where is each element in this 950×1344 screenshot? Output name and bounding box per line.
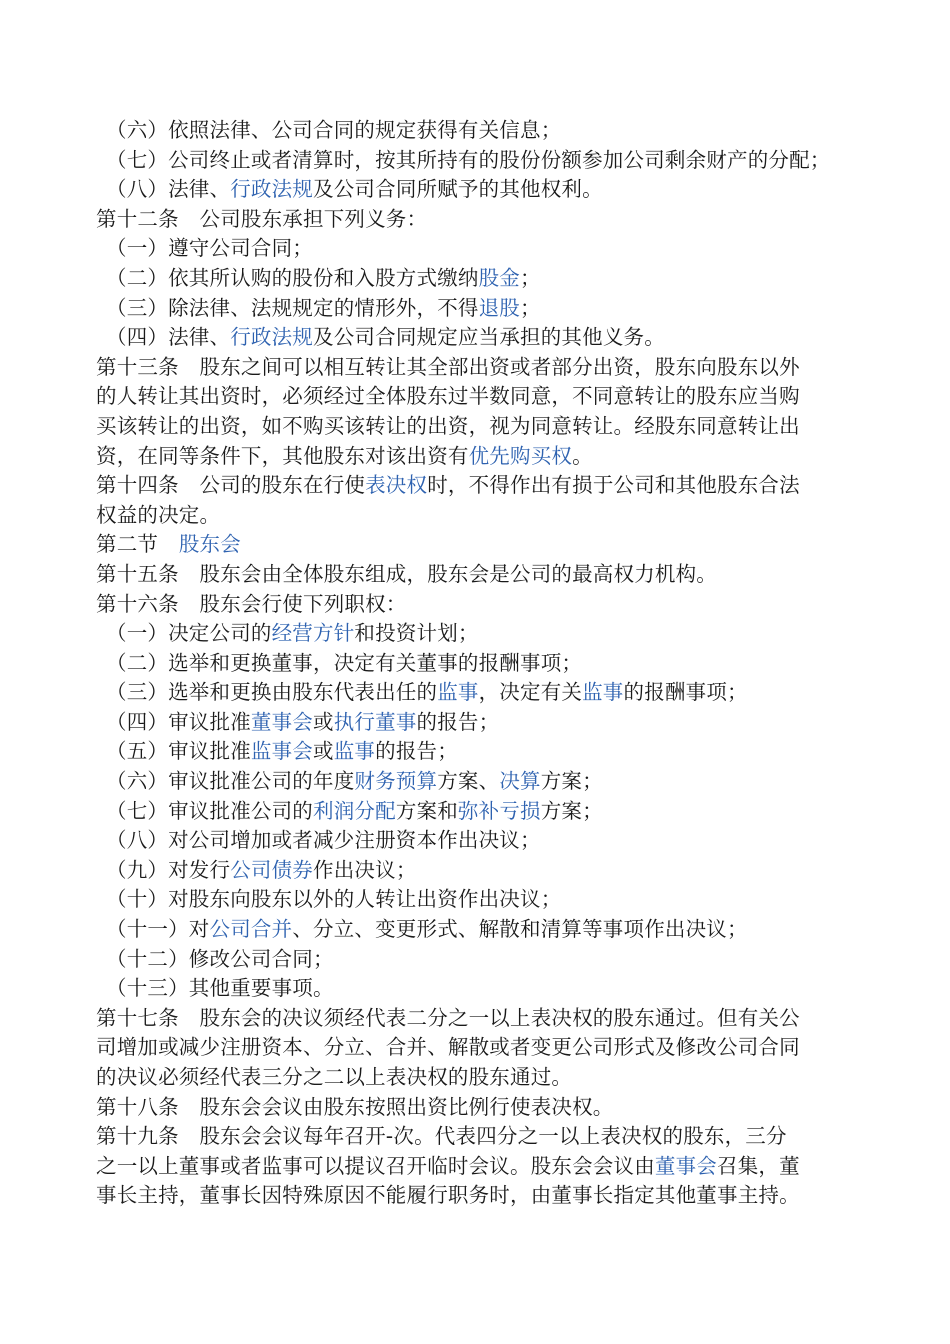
text-segment: 或 — [313, 739, 334, 764]
text-line — [96, 708, 890, 738]
text-segment: 的决议必须经代表三分之二以上表决权的股东通过。 — [96, 1065, 573, 1089]
text-segment: （九）对发行 — [106, 857, 231, 882]
text-line — [96, 1181, 890, 1211]
text-segment: 或 — [313, 709, 334, 734]
text-line — [96, 294, 890, 324]
text-segment: （十二）修改公司合同； — [106, 946, 334, 971]
text-line — [96, 1004, 890, 1034]
text-segment: 权益的决定。 — [96, 502, 221, 527]
text-line — [96, 767, 890, 797]
text-segment: 及公司合同规定应当承担的其他义务。 — [313, 325, 665, 350]
term-link[interactable]: 执行董事 — [333, 709, 417, 734]
term-link[interactable]: 行政法规 — [230, 177, 314, 202]
text-segment: 的人转让其出资时，必须经过全体股东过半数同意，不同意转让的股东应当购 — [96, 384, 800, 409]
term-link[interactable]: 董事会 — [250, 709, 314, 734]
text-segment: 第十九条 股东会会议每年召开-次。代表四分之一以上表决权的股东，三分 — [96, 1124, 787, 1149]
text-segment: （八）法律、 — [106, 177, 231, 202]
text-segment: （三）选举和更换由股东代表出任的 — [106, 680, 438, 705]
text-segment: 第十七条 股东会的决议须经代表二分之一以上表决权的股东通过。但有关公 — [96, 1005, 800, 1030]
text-segment: 方案； — [540, 798, 603, 823]
text-line — [96, 382, 890, 412]
text-segment: （十一）对 — [106, 917, 210, 942]
text-line — [96, 945, 890, 975]
text-segment: （一）遵守公司合同； — [106, 236, 313, 261]
text-line — [96, 649, 890, 679]
text-segment: 司增加或减少注册资本、分立、合并、解散或者变更公司形式及修改公司合同 — [96, 1035, 800, 1060]
document-body — [96, 116, 890, 1211]
text-segment: （五）审议批准 — [106, 739, 251, 764]
term-link[interactable]: 弥补亏损 — [457, 798, 541, 823]
text-line — [96, 590, 890, 620]
text-segment: 第十五条 股东会由全体股东组成，股东会是公司的最高权力机构。 — [96, 561, 717, 586]
text-line — [96, 1122, 890, 1152]
text-line — [96, 530, 890, 560]
text-segment: （二）依其所认购的股份和入股方式缴纳 — [106, 265, 479, 290]
text-segment: ，决定有关 — [478, 680, 583, 705]
text-segment: （八）对公司增加或者减少注册资本作出决议； — [106, 828, 541, 853]
text-segment: 时，不得作出有损于公司和其他股东合法 — [427, 473, 800, 498]
term-link[interactable]: 股东会 — [178, 532, 241, 557]
text-segment: 之一以上董事或者监事可以提议召开临时会议。股东会会议由 — [96, 1153, 655, 1178]
text-segment: 的报告； — [375, 739, 458, 764]
text-segment: 第十三条 股东之间可以相互转让其全部出资或者部分出资，股东向股东以外 — [96, 354, 800, 379]
text-line — [96, 619, 890, 649]
term-link[interactable]: 行政法规 — [230, 325, 314, 350]
text-segment: 及公司合同所赋予的其他权利。 — [313, 177, 603, 202]
term-link[interactable]: 股金 — [478, 265, 521, 290]
text-line — [96, 560, 890, 590]
text-line — [96, 826, 890, 856]
text-segment: 第十二条 公司股东承担下列义务： — [96, 206, 428, 231]
term-link[interactable]: 监事 — [333, 739, 376, 764]
text-segment: 方案、 — [437, 769, 500, 794]
text-line — [96, 146, 890, 176]
text-line — [96, 1093, 890, 1123]
text-segment: 事长主持，董事长因特殊原因不能履行职务时，由董事长指定其他董事主持。 — [96, 1183, 800, 1208]
text-line — [96, 353, 890, 383]
text-segment: ； — [520, 295, 541, 320]
text-segment: （十三）其他重要事项。 — [106, 976, 334, 1001]
text-segment: 第十六条 股东会行使下列职权： — [96, 591, 407, 616]
text-segment: （一）决定公司的 — [106, 621, 272, 646]
text-line — [96, 915, 890, 945]
text-segment: 资，在同等条件下，其他股东对该出资有 — [96, 443, 469, 468]
text-line — [96, 797, 890, 827]
text-line — [96, 442, 890, 472]
text-segment: （四）审议批准 — [106, 709, 251, 734]
text-line — [96, 1063, 890, 1093]
term-link[interactable]: 财务预算 — [354, 769, 438, 794]
term-link[interactable]: 监事会 — [250, 739, 314, 764]
text-line — [96, 678, 890, 708]
term-link[interactable]: 监事 — [582, 680, 624, 705]
term-link[interactable]: 退股 — [478, 295, 521, 320]
text-segment: 买该转让的出资，如不购买该转让的出资，视为同意转让。经股东同意转让出 — [96, 413, 800, 438]
text-line — [96, 974, 890, 1004]
term-link[interactable]: 优先购买权 — [468, 443, 573, 468]
text-segment: 第十四条 公司的股东在行使 — [96, 473, 366, 498]
text-line — [96, 737, 890, 767]
text-segment: 第十八条 股东会会议由股东按照出资比例行使表决权。 — [96, 1094, 614, 1119]
text-line — [96, 856, 890, 886]
text-segment: （六）审议批准公司的年度 — [106, 769, 355, 794]
text-line — [96, 1033, 890, 1063]
text-segment: 方案； — [540, 769, 603, 794]
text-line — [96, 205, 890, 235]
text-segment: （三）除法律、法规规定的情形外，不得 — [106, 295, 479, 320]
text-line — [96, 1152, 890, 1182]
text-line — [96, 175, 890, 205]
text-segment: 的报告； — [416, 709, 500, 734]
term-link[interactable]: 利润分配 — [313, 798, 396, 823]
text-segment: （四）法律、 — [106, 325, 231, 350]
text-segment: （六）依照法律、公司合同的规定获得有关信息； — [106, 118, 562, 142]
text-line — [96, 885, 890, 915]
text-line — [96, 471, 890, 501]
text-segment: （十）对股东向股东以外的人转让出资作出决议； — [106, 887, 562, 912]
text-segment: 召集，董 — [717, 1153, 800, 1178]
text-segment: ； — [520, 265, 541, 290]
text-line — [96, 501, 890, 531]
term-link[interactable]: 决算 — [499, 769, 541, 794]
term-link[interactable]: 经营方针 — [271, 621, 355, 646]
text-line — [96, 234, 890, 264]
term-link[interactable]: 董事会 — [654, 1153, 718, 1178]
term-link[interactable]: 监事 — [437, 680, 479, 705]
text-line — [96, 412, 890, 442]
text-line — [96, 264, 890, 294]
text-segment: 作出决议； — [313, 857, 417, 882]
term-link[interactable]: 公司债券 — [230, 857, 314, 882]
text-segment: 方案和 — [395, 798, 458, 823]
text-segment: 和投资计划； — [354, 621, 479, 646]
term-link[interactable]: 公司合并 — [209, 917, 293, 942]
text-segment: （七）公司终止或者清算时，按其所持有的股份份额参加公司剩余财产的分配； — [106, 147, 831, 172]
text-segment: 的报酬事项； — [623, 680, 748, 705]
text-segment: （二）选举和更换董事，决定有关董事的报酬事项； — [106, 650, 583, 675]
text-line — [96, 323, 890, 353]
text-segment: 第二节 — [96, 532, 179, 557]
text-segment: 、分立、变更形式、解散和清算等事项作出决议； — [292, 917, 748, 942]
text-line — [96, 116, 890, 146]
term-link[interactable]: 表决权 — [365, 473, 428, 498]
text-segment: 。 — [572, 443, 593, 468]
text-segment: （七）审议批准公司的 — [106, 798, 313, 823]
